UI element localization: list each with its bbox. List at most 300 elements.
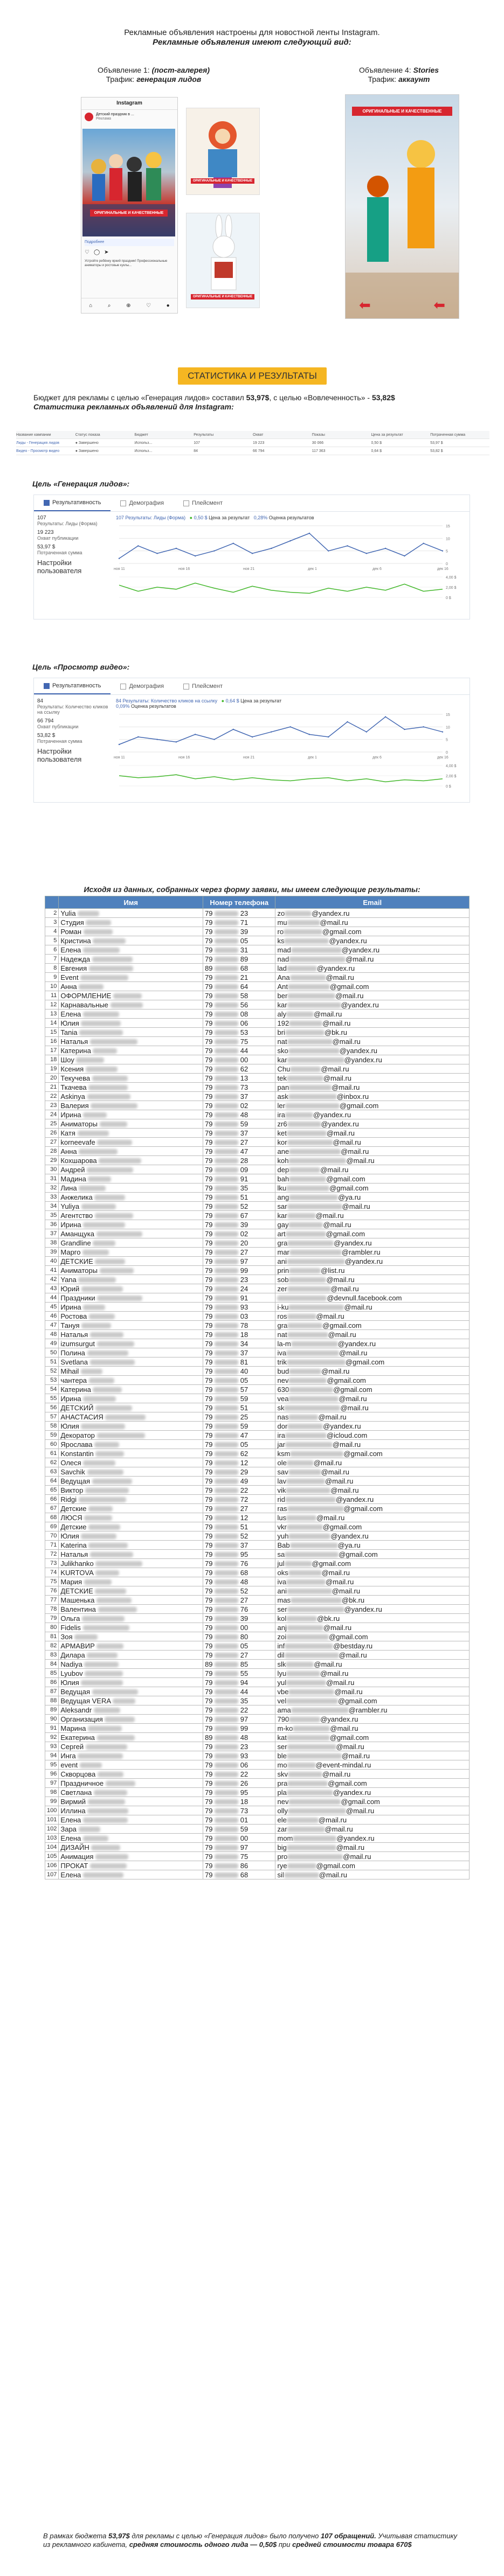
lead-name: Наталья (59, 1550, 203, 1559)
row-index: 67 (45, 1504, 59, 1513)
tab-placement[interactable]: Плейсмент (174, 500, 232, 506)
lead-email[interactable]: tek @mail.ru (275, 1074, 470, 1083)
lead-email[interactable]: iva @mail.ru (275, 1577, 470, 1586)
lead-email[interactable]: Bab @ya.ru (275, 1541, 470, 1550)
lead-email[interactable]: zr6 @yandex.ru (275, 1119, 470, 1129)
lead-email[interactable]: ser @mail.ru (275, 1742, 470, 1751)
lead-email[interactable]: gra @gmail.com (275, 1321, 470, 1330)
lead-name: ПРОКАТ (59, 1861, 203, 1870)
row-index: 76 (45, 1586, 59, 1596)
lead-email[interactable]: ket @mail.ru (275, 1129, 470, 1138)
table-row (45, 1495, 470, 1504)
table-row (45, 1138, 470, 1147)
row-index: 90 (45, 1715, 59, 1724)
lead-email[interactable]: lku @gmail.com (275, 1183, 470, 1193)
lead-email[interactable]: ani @yandex.ru (275, 1257, 470, 1266)
lead-email[interactable]: nat @mail.ru (275, 1330, 470, 1339)
lead-name: Машенька (59, 1596, 203, 1605)
goal-video-panel (33, 678, 470, 803)
lead-email[interactable]: oks @mail.ru (275, 1568, 470, 1577)
lead-name: Кохшарова (59, 1156, 203, 1165)
lead-email[interactable]: dor @yandex.ru (275, 1422, 470, 1431)
lead-name: Полина (59, 1348, 203, 1357)
lead-phone: 79 23 (203, 1275, 275, 1284)
lead-phone: 79 25 (203, 1412, 275, 1422)
lead-email[interactable]: mar @rambler.ru (275, 1248, 470, 1257)
lead-phone: 79 00 (203, 1623, 275, 1632)
campaign-row[interactable]: Лиды - Генерация лидов ● Завершено Использ... 107 19 223 30 066 0,50 $ 53,97 $ (16, 439, 489, 447)
post-account[interactable]: Детский праздник в ... (96, 113, 134, 116)
lead-phone: 79 37 (203, 1129, 275, 1138)
lead-email[interactable]: lyu @mail.ru (275, 1669, 470, 1678)
lead-email[interactable]: @devnull.facebook.com (275, 1293, 470, 1303)
lead-name: Детские (59, 1522, 203, 1531)
lead-email[interactable]: aly @mail.ru (275, 1009, 470, 1019)
table-row (45, 1715, 470, 1724)
lead-email[interactable]: dep @mail.ru (275, 1165, 470, 1174)
user-settings-link[interactable]: Настройки пользователя (37, 559, 82, 575)
results-point (233, 542, 234, 544)
search-icon[interactable]: ⌕ (107, 302, 111, 309)
lead-email[interactable]: kar @mail.ru (275, 1211, 470, 1220)
tab-placement[interactable]: Плейсмент (174, 683, 232, 690)
lead-email[interactable]: 192 @mail.ru (275, 1019, 470, 1028)
table-row (45, 1293, 470, 1303)
lead-email[interactable]: 790 @yandex.ru (275, 1715, 470, 1724)
lead-name: Ирина (59, 1220, 203, 1229)
row-index: 17 (45, 1046, 59, 1055)
gallery-image-1 (186, 108, 260, 195)
table-row (45, 1806, 470, 1815)
results-label: Результаты: Лиды (Форма) (37, 521, 98, 526)
lead-email[interactable]: Ana @mail.ru (275, 973, 470, 982)
lead-email[interactable]: vbe @mail.ru (275, 1687, 470, 1696)
lead-email[interactable]: mo @event-mindal.ru (275, 1760, 470, 1770)
table-row (45, 1092, 470, 1101)
lead-email[interactable]: kar @yandex.ru (275, 1055, 470, 1064)
lead-email[interactable]: zar @mail.ru (275, 1825, 470, 1834)
rabbit-character-image (187, 213, 259, 308)
lead-email[interactable]: mad @yandex.ru (275, 945, 470, 955)
user-settings-link[interactable]: Настройки пользователя (37, 747, 82, 763)
lead-email[interactable]: ang @ya.ru (275, 1193, 470, 1202)
lead-phone: 79 06 (203, 1019, 275, 1028)
results-point (195, 555, 196, 556)
lead-name: Лина (59, 1183, 203, 1193)
lead-email[interactable]: ber @mail.ru (275, 991, 470, 1000)
ad1-type: (пост-галерея) (151, 66, 210, 74)
lead-email[interactable]: Ant @gmail.com (275, 982, 470, 991)
table-row (45, 1614, 470, 1623)
lead-email[interactable]: kat @gmail.com (275, 1733, 470, 1742)
table-row (45, 1064, 470, 1074)
lead-email[interactable]: big @mail.ru (275, 1843, 470, 1852)
prev-arrow-icon[interactable]: ⬅ (359, 297, 371, 313)
table-row (45, 1193, 470, 1202)
row-index: 31 (45, 1174, 59, 1183)
lead-email[interactable]: ksm @gmail.com (275, 1449, 470, 1458)
lead-name: Svetlana (59, 1357, 203, 1367)
table-row (45, 1357, 470, 1367)
lead-phone: 79 48 (203, 1577, 275, 1586)
table-row (45, 1083, 470, 1092)
lead-phone: 79 44 (203, 1046, 275, 1055)
table-row (45, 1541, 470, 1550)
lead-email[interactable]: yuh @yandex.ru (275, 1531, 470, 1541)
checkbox-icon (44, 500, 50, 506)
row-index: 75 (45, 1577, 59, 1586)
lead-email[interactable]: sk @mail.ru (275, 1403, 470, 1412)
lead-phone: 79 59 (203, 1394, 275, 1403)
lead-email[interactable]: koh @mail.ru (275, 1156, 470, 1165)
lead-name: Ксения (59, 1064, 203, 1074)
row-index: 101 (45, 1815, 59, 1825)
lead-email[interactable]: m-ko @mail.ru (275, 1724, 470, 1733)
lead-email[interactable]: vik @mail.ru (275, 1486, 470, 1495)
lead-email[interactable]: ask @inbox.ru (275, 1092, 470, 1101)
lead-name: Юлия (59, 1422, 203, 1431)
lead-email[interactable]: zoi @gmail.com (275, 1632, 470, 1641)
row-index: 103 (45, 1834, 59, 1843)
lead-name: Наталья (59, 1330, 203, 1339)
lead-phone: 79 53 (203, 1028, 275, 1037)
lead-phone: 89 68 (203, 964, 275, 973)
table-row (45, 1275, 470, 1284)
row-index: 23 (45, 1101, 59, 1110)
table-row (45, 1568, 470, 1577)
lead-phone: 79 02 (203, 1101, 275, 1110)
table-row (45, 1760, 470, 1770)
lead-email[interactable]: iva @mail.ru (275, 1348, 470, 1357)
lead-email[interactable]: sa @gmail.com (275, 1550, 470, 1559)
table-row (45, 1174, 470, 1183)
add-icon[interactable]: ⊕ (126, 302, 131, 309)
table-row (45, 1733, 470, 1742)
lead-email[interactable]: skv @mail.ru (275, 1770, 470, 1779)
row-index: 30 (45, 1165, 59, 1174)
table-row (45, 1229, 470, 1238)
lead-email[interactable]: ane @mail.ru (275, 1147, 470, 1156)
comment-icon[interactable]: ◯ (93, 249, 100, 255)
row-index: 38 (45, 1238, 59, 1248)
lead-email[interactable]: Chu @mail.ru (275, 1064, 470, 1074)
lead-phone: 79 12 (203, 1513, 275, 1522)
row-index: 85 (45, 1669, 59, 1678)
lead-phone: 79 09 (203, 1165, 275, 1174)
ad4-type: Stories (413, 66, 439, 74)
lead-email[interactable]: jar @mail.ru (275, 1440, 470, 1449)
row-index: 35 (45, 1211, 59, 1220)
lead-phone: 79 78 (203, 1321, 275, 1330)
lead-email[interactable]: la-m @yandex.ru (275, 1339, 470, 1348)
lead-email[interactable]: kol @bk.ru (275, 1614, 470, 1623)
table-row (45, 1202, 470, 1211)
lead-name: Ирина (59, 1394, 203, 1403)
table-row (45, 1266, 470, 1275)
lead-email[interactable]: trik @gmail.com (275, 1357, 470, 1367)
row-index: 46 (45, 1312, 59, 1321)
lead-phone: 79 49 (203, 1477, 275, 1486)
lead-email[interactable]: vkr @gmail.com (275, 1522, 470, 1531)
lead-email[interactable]: bri @bk.ru (275, 1028, 470, 1037)
lead-email[interactable]: gay @mail.ru (275, 1220, 470, 1229)
table-row (45, 1870, 470, 1879)
results-point (137, 545, 139, 546)
tab-performance[interactable]: Результативность (34, 495, 111, 511)
table-row (45, 1467, 470, 1477)
table-row (45, 1009, 470, 1019)
lead-email[interactable]: bud @mail.ru (275, 1367, 470, 1376)
profile-icon[interactable]: ● (166, 302, 170, 309)
table-row (45, 1550, 470, 1559)
lead-email[interactable]: 630 @gmail.com (275, 1385, 470, 1394)
table-row (45, 1303, 470, 1312)
budget-engagement: 53,82$ (371, 393, 395, 402)
lead-email[interactable]: pro @mail.ru (275, 1852, 470, 1861)
lead-phone: 79 05 (203, 1376, 275, 1385)
tab-performance[interactable]: Результативность (34, 678, 111, 694)
lead-email[interactable]: zer @mail.ru (275, 1284, 470, 1293)
x-tick-label: ноя 16 (178, 756, 190, 760)
y2-tick-label: 2,00 $ (446, 775, 457, 778)
lead-phone: 79 20 (203, 1238, 275, 1248)
lead-name: Марина (59, 1724, 203, 1733)
row-index: 59 (45, 1431, 59, 1440)
lead-phone: 79 75 (203, 1037, 275, 1046)
post-banner: ОРИГИНАЛЬНЫЕ И КАЧЕСТВЕННЫЕ (90, 210, 168, 217)
lead-email[interactable]: art @gmail.com (275, 1229, 470, 1238)
table-row (45, 1394, 470, 1403)
row-index: 21 (45, 1083, 59, 1092)
campaign-row[interactable]: Видео - Просмотр видео ● Завершено Использ... 84 66 794 117 363 0,64 $ 53,82 $ (16, 447, 489, 455)
row-index: 43 (45, 1284, 59, 1293)
lead-name: Андрей (59, 1165, 203, 1174)
table-row (45, 1037, 470, 1046)
lead-name: Скворцова (59, 1770, 203, 1779)
results-point (195, 734, 196, 735)
table-row (45, 1660, 470, 1669)
results-point (137, 736, 139, 737)
lead-email[interactable]: bah @gmail.com (275, 1174, 470, 1183)
lead-email[interactable]: ler @gmail.com (275, 1101, 470, 1110)
lead-phone: 79 05 (203, 1440, 275, 1449)
row-index: 29 (45, 1156, 59, 1165)
cost-series-line (119, 583, 443, 593)
lead-email[interactable]: sko @yandex.ru (275, 1046, 470, 1055)
row-index: 86 (45, 1678, 59, 1687)
lead-phone: 79 23 (203, 909, 275, 918)
reach-label: Охват публикации (37, 535, 79, 541)
share-icon[interactable]: ➤ (104, 249, 109, 255)
table-row (45, 1367, 470, 1376)
budget-summary: Бюджет для рекламы с целью «Генерация лидов» составил 53,97$, с целью «Вовлеченность» - 53,82$ Статистика рекламных объявлений для Instagram: (33, 393, 395, 411)
lead-email[interactable]: mas @bk.ru (275, 1596, 470, 1605)
lead-phone: 79 05 (203, 1641, 275, 1651)
lead-email[interactable]: zo @yandex.ru (275, 909, 470, 918)
lead-email[interactable]: i-ku @mail.ru (275, 1303, 470, 1312)
lead-email[interactable]: lus @mail.ru (275, 1513, 470, 1522)
lead-email[interactable]: sob @mail.ru (275, 1275, 470, 1284)
table-row (45, 1696, 470, 1705)
lead-email[interactable]: nat @mail.ru (275, 1037, 470, 1046)
tab-demographics[interactable]: Демография (111, 683, 174, 690)
row-index: 69 (45, 1522, 59, 1531)
results-label: Результаты: Количество кликов на ссылку (37, 704, 108, 715)
lead-phone: 79 52 (203, 1586, 275, 1596)
ad1-traffic-label: Трафик: (106, 75, 137, 83)
lead-name: ДЕТСКИЙ (59, 1403, 203, 1412)
x-tick-label: ноя 21 (243, 567, 255, 571)
lead-phone: 79 58 (203, 991, 275, 1000)
table-row (45, 936, 470, 945)
row-index: 25 (45, 1119, 59, 1129)
lead-name: Елена (59, 1870, 203, 1879)
lead-email[interactable]: ks @yandex.ru (275, 936, 470, 945)
y-tick-label: 5 (446, 738, 448, 742)
lead-phone: 79 67 (203, 1211, 275, 1220)
lead-email[interactable]: kar @yandex.ru (275, 1000, 470, 1009)
table-row (45, 1641, 470, 1651)
lead-email[interactable]: ble @mail.ru (275, 1751, 470, 1760)
row-index: 26 (45, 1129, 59, 1138)
lead-email[interactable]: ira @yandex.ru (275, 1110, 470, 1119)
lead-email[interactable]: dil @mail.ru (275, 1651, 470, 1660)
lead-phone: 79 64 (203, 982, 275, 991)
lead-email[interactable]: nev @gmail.com (275, 1376, 470, 1385)
lead-email[interactable]: kor @mail.ru (275, 1138, 470, 1147)
lead-phone: 79 29 (203, 1467, 275, 1477)
lead-name: Декоратор (59, 1431, 203, 1440)
table-row (45, 1284, 470, 1293)
lead-phone: 79 68 (203, 1870, 275, 1879)
lead-email[interactable]: ama @rambler.ru (275, 1705, 470, 1715)
x-tick-label: дек 16 (437, 756, 448, 760)
table-row (45, 1834, 470, 1843)
lead-email[interactable]: ras @gmail.com (275, 1504, 470, 1513)
results-value: 84 (37, 698, 44, 704)
lead-email[interactable]: nad @mail.ru (275, 955, 470, 964)
lead-phone: 79 39 (203, 1614, 275, 1623)
lead-email[interactable]: rye @gmail.com (275, 1861, 470, 1870)
lead-email[interactable]: sav @mail.ru (275, 1467, 470, 1477)
lead-phone: 79 47 (203, 1147, 275, 1156)
lead-email[interactable]: pan @mail.ru (275, 1083, 470, 1092)
lead-email[interactable]: vea @mail.ru (275, 1394, 470, 1403)
results-point (385, 548, 386, 549)
lead-email[interactable]: inf @bestday.ru (275, 1641, 470, 1651)
row-index: 34 (45, 1202, 59, 1211)
lead-phone: 79 75 (203, 1852, 275, 1861)
lead-email[interactable]: anj @mail.ru (275, 1623, 470, 1632)
lead-name: Катерина (59, 1385, 203, 1394)
lead-phone: 79 73 (203, 1083, 275, 1092)
row-index: 91 (45, 1724, 59, 1733)
lead-phone: 79 99 (203, 1266, 275, 1275)
tab-demographics[interactable]: Демография (111, 500, 174, 506)
table-row (45, 1019, 470, 1028)
lead-name: Grandline (59, 1238, 203, 1248)
table-row (45, 1861, 470, 1870)
lead-email[interactable]: sar @mail.ru (275, 1202, 470, 1211)
results-point (156, 553, 157, 554)
lead-email[interactable]: ele @mail.ru (275, 1815, 470, 1825)
next-arrow-icon[interactable]: ⬅ (433, 297, 445, 313)
lead-email[interactable]: lav @mail.ru (275, 1477, 470, 1486)
lead-name: Tania (59, 1028, 203, 1037)
lead-email[interactable]: mu @mail.ru (275, 918, 470, 927)
x-tick-label: дек 1 (308, 756, 317, 760)
lead-email[interactable]: gra @yandex.ru (275, 1238, 470, 1248)
lead-name: Lyubov (59, 1669, 203, 1678)
lead-email[interactable]: pla @yandex.ru (275, 1788, 470, 1797)
post-photo[interactable] (82, 129, 175, 236)
lead-email[interactable]: ro @gmail.com (275, 927, 470, 936)
row-index: 14 (45, 1019, 59, 1028)
lead-email[interactable]: nev @gmail.com (275, 1797, 470, 1806)
like-icon[interactable]: ♡ (85, 249, 89, 255)
lead-email[interactable]: nas @mail.ru (275, 1412, 470, 1422)
lead-name: Светлана (59, 1788, 203, 1797)
row-index: 13 (45, 1009, 59, 1019)
x-tick-label: дек 16 (437, 567, 448, 571)
more-link[interactable]: Подробнее (85, 239, 174, 246)
lead-email[interactable]: ole @mail.ru (275, 1458, 470, 1467)
lead-name: Ростова (59, 1312, 203, 1321)
lead-email[interactable]: ros @mail.ru (275, 1312, 470, 1321)
lead-email[interactable]: prin @list.ru (275, 1266, 470, 1275)
x-tick-label: дек 1 (308, 567, 317, 571)
lead-phone: 79 22 (203, 1705, 275, 1715)
results-series-line (119, 533, 443, 559)
source-heading: Исходя из данных, собранных через форму заявки, мы имеем следующие результаты: (84, 885, 420, 894)
table-row (45, 1312, 470, 1321)
lead-email[interactable]: pra @gmail.com (275, 1779, 470, 1788)
lead-phone: 79 27 (203, 1651, 275, 1660)
row-index: 28 (45, 1147, 59, 1156)
lead-email[interactable]: olly @mail.ru (275, 1806, 470, 1815)
lead-email[interactable]: mom @yandex.ru (275, 1834, 470, 1843)
home-icon[interactable]: ⌂ (89, 302, 93, 309)
table-row (45, 1119, 470, 1129)
lead-email[interactable]: ira @icloud.com (275, 1431, 470, 1440)
instagram-post-mockup (81, 97, 178, 314)
lead-name: Анна (59, 1147, 203, 1156)
lead-email[interactable]: ser @yandex.ru (275, 1605, 470, 1614)
lead-name: Event (59, 973, 203, 982)
lead-phone: 79 62 (203, 1064, 275, 1074)
lead-email[interactable]: yul @mail.ru (275, 1678, 470, 1687)
lead-email[interactable]: vel @gmail.com (275, 1696, 470, 1705)
lead-phone: 79 59 (203, 1422, 275, 1431)
lead-name: Анимация (59, 1852, 203, 1861)
heart-icon[interactable]: ♡ (146, 302, 151, 309)
x-tick-label: ноя 16 (178, 567, 190, 571)
avatar[interactable] (85, 113, 93, 121)
lead-email[interactable]: lad @yandex.ru (275, 964, 470, 973)
lead-email[interactable]: rid @yandex.ru (275, 1495, 470, 1504)
gallery-banner-1: ОРИГИНАЛЬНЫЕ И КАЧЕСТВЕННЫЕ (191, 178, 254, 184)
table-row (45, 1257, 470, 1266)
lead-phone: 79 39 (203, 1220, 275, 1229)
row-index: 73 (45, 1559, 59, 1568)
table-row (45, 1339, 470, 1348)
lead-email[interactable]: jul @gmail.com (275, 1559, 470, 1568)
lead-email[interactable]: sil @mail.ru (275, 1870, 470, 1879)
lead-email[interactable]: slk @mail.ru (275, 1660, 470, 1669)
table-row (45, 1632, 470, 1641)
lead-email[interactable]: ani @mail.ru (275, 1586, 470, 1596)
stats-results-button[interactable]: СТАТИСТИКА И РЕЗУЛЬТАТЫ (178, 367, 327, 385)
